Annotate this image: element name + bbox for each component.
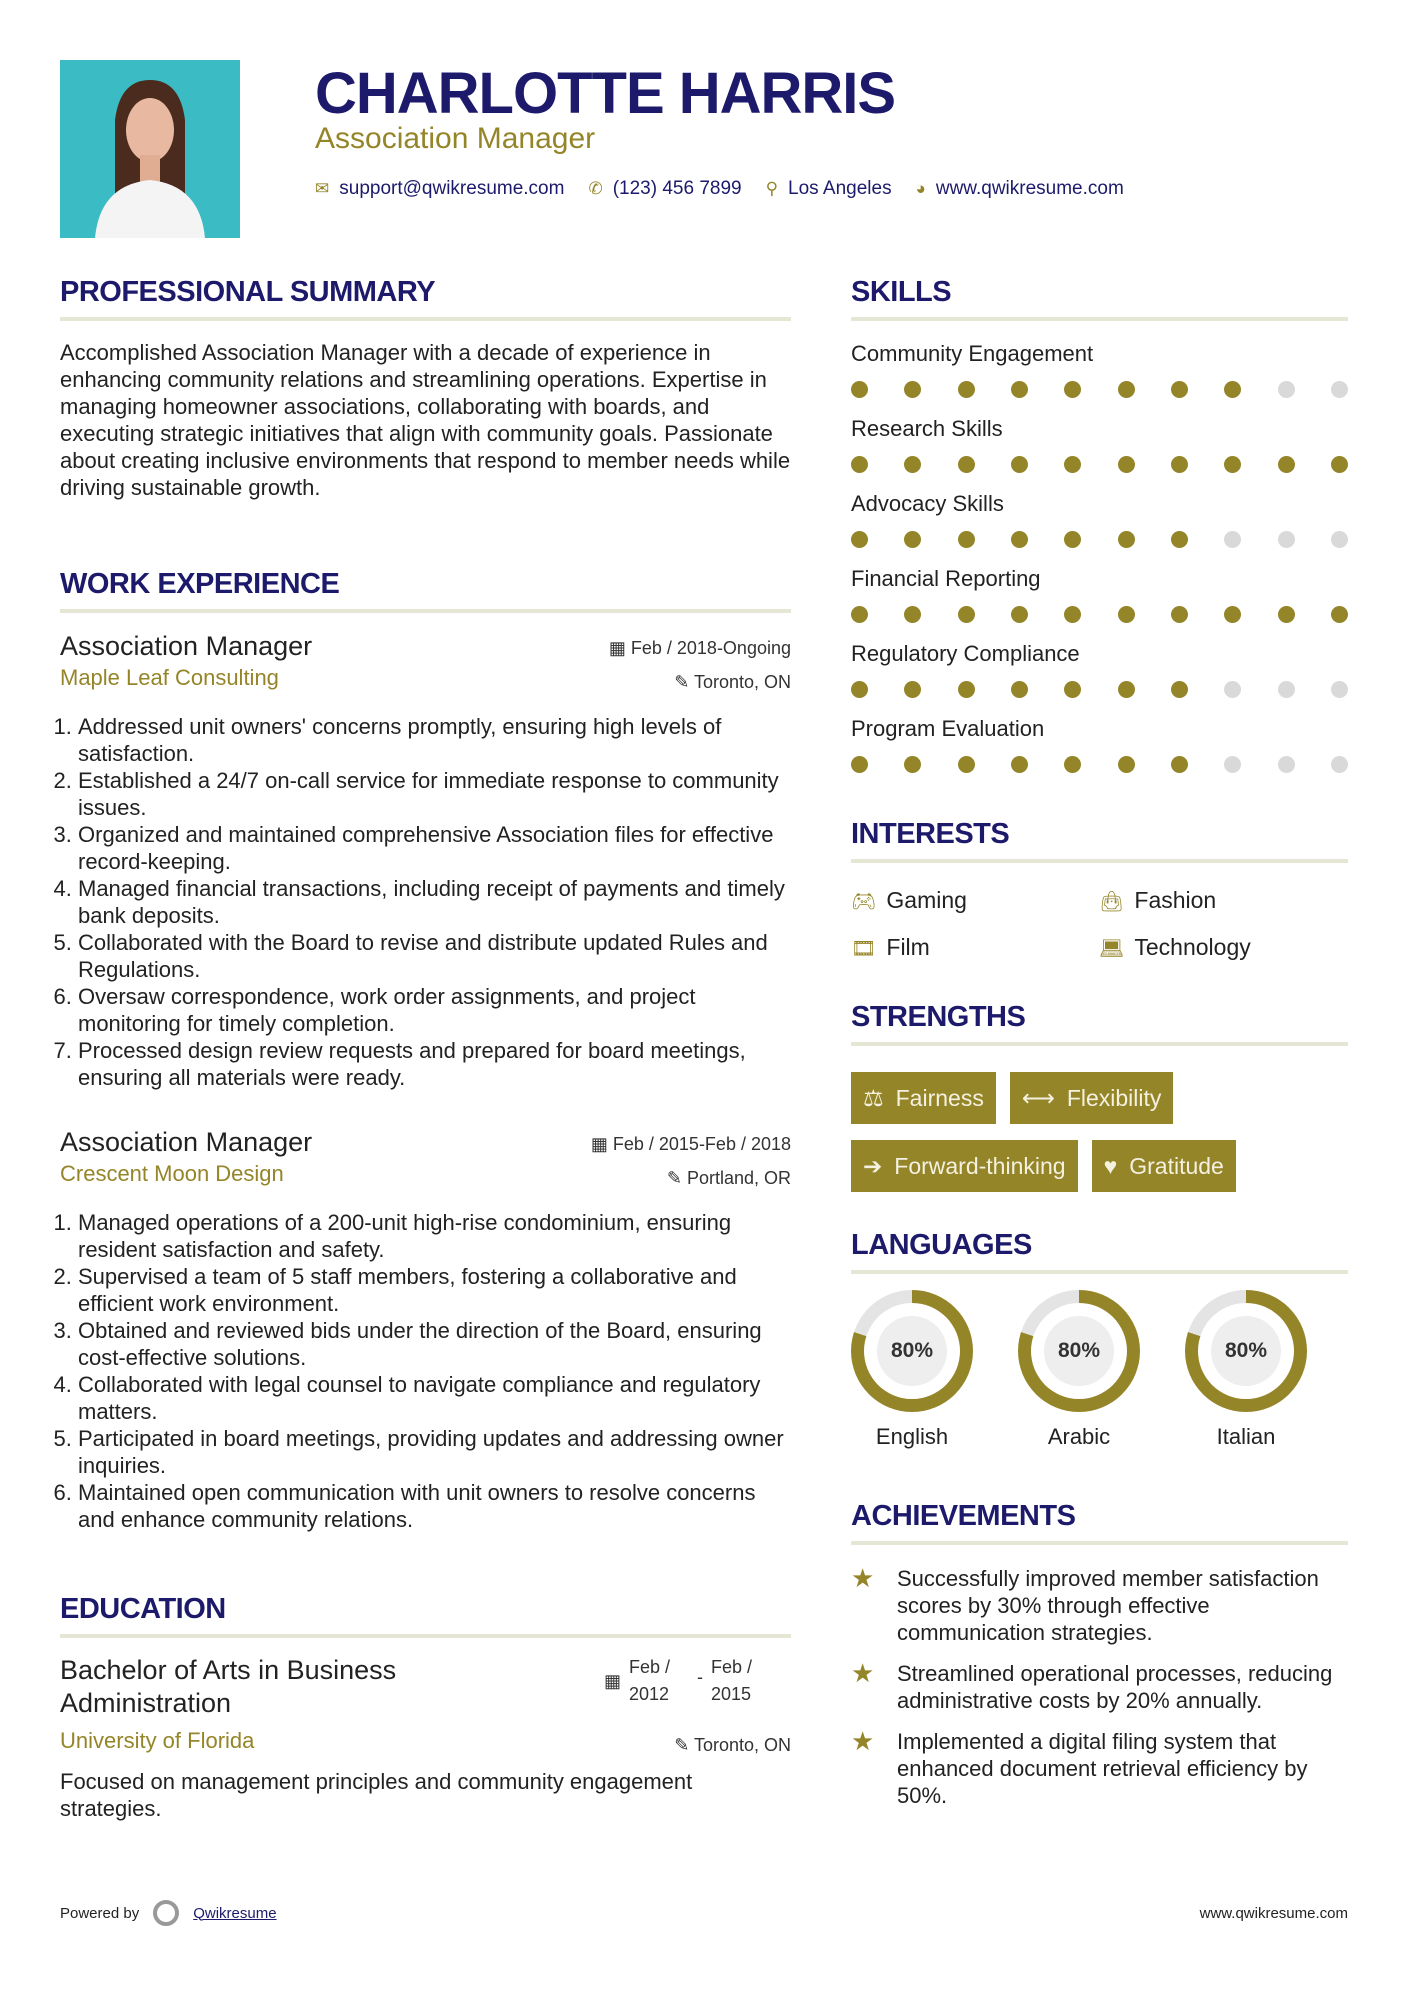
date-separator: - <box>697 1667 703 1687</box>
skill-dot <box>1171 456 1188 473</box>
skill-dot <box>1171 531 1188 548</box>
skill-dot <box>1011 456 1028 473</box>
heart-icon: ♥ <box>1103 1152 1118 1179</box>
skill-dot <box>1064 606 1081 623</box>
skill-dot <box>1331 531 1348 548</box>
job-title: Association Manager <box>60 631 313 661</box>
globe-icon: ◕ <box>915 179 926 198</box>
strength-tag <box>1092 1140 1236 1192</box>
powered-by-label: Powered by <box>60 1904 140 1922</box>
footer-website[interactable]: www.qwikresume.com <box>1199 1905 1348 1922</box>
skill-dot <box>1224 531 1241 548</box>
phone-icon: ✆ <box>588 179 603 198</box>
brand-link[interactable]: Qwikresume <box>193 1904 277 1922</box>
strength-label: Flexibility <box>1066 1084 1162 1111</box>
job-bullet: 4. Collaborated with legal counsel to navigate compliance and regulatory matters. <box>78 1371 791 1425</box>
skill-dot <box>851 531 868 548</box>
language-name: Arabic <box>1047 1424 1111 1449</box>
contact-info <box>315 178 1124 200</box>
candidate-title: Association Manager <box>315 122 596 155</box>
languages-section <box>851 1229 1348 1450</box>
skill-dot <box>958 756 975 773</box>
strength-label: Gratitude <box>1129 1152 1224 1179</box>
job-bullet: 2. Supervised a team of 5 staff members, fostering a collaborative and efficient work environment. <box>78 1263 791 1317</box>
skill-dot <box>1064 531 1081 548</box>
skill-rating <box>851 531 1348 548</box>
skill-item <box>851 491 1348 566</box>
job-bullets <box>60 1209 791 1533</box>
skill-dot <box>1064 456 1081 473</box>
laptop-icon: 💻︎ <box>1099 938 1125 960</box>
interest-item <box>851 887 1099 914</box>
skill-item <box>851 641 1348 716</box>
job-bullet: 4. Managed financial transactions, including receipt of payments and timely bank deposits. <box>78 875 791 929</box>
language-proficiency-ring <box>1185 1290 1307 1412</box>
footer-powered <box>60 1900 277 1926</box>
location-text: Los Angeles <box>788 178 892 199</box>
skill-dot <box>1224 606 1241 623</box>
skill-dot <box>1171 381 1188 398</box>
skill-name: Regulatory Compliance <box>851 641 1080 666</box>
skill-dot <box>1118 531 1135 548</box>
envelope-icon: ✉ <box>315 179 330 198</box>
skill-dot <box>904 456 921 473</box>
skill-dot <box>1064 681 1081 698</box>
company-name: Maple Leaf Consulting <box>60 665 279 690</box>
skill-dot <box>904 681 921 698</box>
language-name: Italian <box>1216 1424 1276 1449</box>
map-marker-icon: ⚲ <box>765 179 779 198</box>
skill-dot <box>1118 756 1135 773</box>
skill-item <box>851 416 1348 491</box>
skill-dot <box>1331 756 1348 773</box>
edu-start: Feb / 2012 <box>629 1657 671 1704</box>
skill-name: Program Evaluation <box>851 716 1045 741</box>
skill-dot <box>958 381 975 398</box>
star-icon: ★ <box>851 1563 875 1593</box>
degree: Bachelor of Arts in Business Administration <box>60 1655 397 1718</box>
job-bullets <box>60 713 791 1091</box>
skill-item <box>851 716 1348 791</box>
strength-tag <box>851 1140 1078 1192</box>
strength-tag <box>1010 1072 1174 1124</box>
skill-dot <box>1011 756 1028 773</box>
skill-dot <box>851 456 868 473</box>
skill-dot <box>1118 456 1135 473</box>
section-heading: PROFESSIONAL SUMMARY <box>60 276 791 321</box>
section-heading: INTERESTS <box>851 818 1348 863</box>
skill-item <box>851 566 1348 641</box>
achievement-text: Implemented a digital filing system that enhanced document retrieval efficiency by 50%. <box>897 1729 1308 1808</box>
achievements-section <box>851 1500 1348 1823</box>
skill-name: Community Engagement <box>851 341 1094 366</box>
skill-dot <box>1224 381 1241 398</box>
pin-icon: ✎ <box>674 672 694 692</box>
section-heading: SKILLS <box>851 276 1348 321</box>
profile-photo <box>60 60 240 238</box>
skill-dot <box>904 531 921 548</box>
skill-dot <box>1331 681 1348 698</box>
language-item <box>1018 1290 1140 1450</box>
edu-end: Feb / 2015 <box>711 1657 753 1704</box>
skill-dot <box>1118 606 1135 623</box>
section-heading: STRENGTHS <box>851 1001 1348 1046</box>
language-name: English <box>875 1424 949 1449</box>
achievement-item <box>851 1660 1348 1714</box>
skill-dot <box>1171 756 1188 773</box>
phone-text: (123) 456 7899 <box>612 178 742 199</box>
section-heading: WORK EXPERIENCE <box>60 568 791 613</box>
skill-dot <box>1224 681 1241 698</box>
film-icon: 🎞︎ <box>851 938 877 960</box>
skill-dot <box>1331 381 1348 398</box>
skill-dot <box>851 681 868 698</box>
star-icon: ★ <box>851 1726 875 1756</box>
skill-dot <box>904 381 921 398</box>
balance-scale-icon: ⚖ <box>863 1084 884 1111</box>
star-icon: ★ <box>851 1658 875 1688</box>
job-bullet: 3. Obtained and reviewed bids under the direction of the Board, ensuring cost-effective solutions. <box>78 1317 791 1371</box>
section-heading: ACHIEVEMENTS <box>851 1500 1348 1545</box>
skill-dot <box>1278 756 1295 773</box>
skill-name: Research Skills <box>851 416 1003 441</box>
interests-section <box>851 818 1348 961</box>
calendar-icon: ▦ <box>608 638 631 658</box>
strength-tag <box>851 1072 996 1124</box>
calendar-icon: ▦ <box>590 1134 613 1154</box>
achievement-item <box>851 1565 1348 1646</box>
skill-dot <box>958 606 975 623</box>
job-bullet: 5. Participated in board meetings, providing updates and addressing owner inquiries. <box>78 1425 791 1479</box>
skill-rating <box>851 681 1348 698</box>
gamepad-icon: 🎮︎ <box>851 891 877 913</box>
job-entry <box>60 631 791 1091</box>
summary-section <box>60 276 791 501</box>
skill-rating <box>851 756 1348 773</box>
job-location: Portland, OR <box>686 1168 791 1188</box>
skill-dot <box>1278 681 1295 698</box>
language-proficiency-ring <box>851 1290 973 1412</box>
section-heading: EDUCATION <box>60 1593 791 1638</box>
skill-dot <box>1278 531 1295 548</box>
arrow-right-icon: ➔ <box>863 1152 883 1179</box>
skill-dot <box>1331 456 1348 473</box>
pin-icon: ✎ <box>674 1735 694 1755</box>
job-entry <box>60 1127 791 1533</box>
website-link[interactable]: www.qwikresume.com <box>935 178 1124 199</box>
summary-text: Accomplished Association Manager with a decade of experience in enhancing community relations and streamlining operations. Expertise in managing homeowner associations, collaborating with boards, and executing strategic initiatives that align with community goals. Passionate about creating inclusive environments that respond to member needs while driving sustainable growth. <box>60 340 791 500</box>
strength-label: Fairness <box>895 1084 984 1111</box>
skill-dot <box>1278 456 1295 473</box>
skill-dot <box>851 381 868 398</box>
email-link[interactable]: support@qwikresume.com <box>339 178 565 199</box>
job-location: Toronto, ON <box>693 672 791 692</box>
skill-dot <box>1118 681 1135 698</box>
skill-dot <box>851 606 868 623</box>
language-item <box>1185 1290 1307 1450</box>
skill-dot <box>1224 756 1241 773</box>
skills-section <box>851 276 1348 791</box>
interest-item <box>851 934 1099 961</box>
interest-label: Fashion <box>1134 887 1217 913</box>
skill-dot <box>958 681 975 698</box>
edu-location: Toronto, ON <box>693 1735 791 1755</box>
language-percent: 80% <box>877 1316 947 1386</box>
company-name: Crescent Moon Design <box>60 1161 284 1186</box>
job-date: Feb / 2018-Ongoing <box>630 638 791 658</box>
interest-item <box>1099 887 1347 914</box>
interest-label: Gaming <box>886 887 967 913</box>
skill-dot <box>1064 381 1081 398</box>
skill-dot <box>1011 381 1028 398</box>
shopping-bag-icon: 👜︎ <box>1099 891 1125 913</box>
skill-dot <box>904 606 921 623</box>
strength-label: Forward-thinking <box>894 1152 1066 1179</box>
work-section <box>60 568 791 1533</box>
education-section <box>60 1593 791 1822</box>
interest-item <box>1099 934 1347 961</box>
section-heading: LANGUAGES <box>851 1229 1348 1274</box>
skill-dot <box>904 756 921 773</box>
candidate-name: CHARLOTTE HARRIS <box>315 61 896 126</box>
school-name: University of Florida <box>60 1728 255 1753</box>
job-bullet: 7. Processed design review requests and prepared for board meetings, ensuring all materials were ready. <box>78 1037 791 1091</box>
strengths-section <box>851 1001 1348 1192</box>
skill-dot <box>1171 606 1188 623</box>
skill-dot <box>1011 606 1028 623</box>
job-date: Feb / 2015-Feb / 2018 <box>612 1134 791 1154</box>
skill-name: Financial Reporting <box>851 566 1041 591</box>
skill-dot <box>1224 456 1241 473</box>
language-percent: 80% <box>1044 1316 1114 1386</box>
job-bullet: 6. Maintained open communication with unit owners to resolve concerns and enhance community relations. <box>78 1479 791 1533</box>
achievement-item <box>851 1728 1348 1809</box>
skill-item <box>851 341 1348 416</box>
skill-dot <box>1011 681 1028 698</box>
skill-rating <box>851 381 1348 398</box>
skill-dot <box>958 456 975 473</box>
skill-dot <box>1064 756 1081 773</box>
arrows-h-icon: ⟷ <box>1021 1084 1055 1111</box>
language-proficiency-ring <box>1018 1290 1140 1412</box>
job-bullet: 1. Addressed unit owners' concerns promptly, ensuring high levels of satisfaction. <box>78 713 791 767</box>
achievement-text: Streamlined operational processes, reducing administrative costs by 20% annually. <box>897 1661 1333 1713</box>
achievement-text: Successfully improved member satisfaction scores by 30% through effective communication strategies. <box>897 1566 1319 1645</box>
job-title: Association Manager <box>60 1127 313 1157</box>
skill-dot <box>1278 381 1295 398</box>
interest-label: Technology <box>1134 934 1251 960</box>
skill-rating <box>851 456 1348 473</box>
skill-dot <box>1278 606 1295 623</box>
job-bullet: 1. Managed operations of a 200-unit high-rise condominium, ensuring resident satisfaction and safety. <box>78 1209 791 1263</box>
job-bullet: 3. Organized and maintained comprehensive Association files for effective record-keeping. <box>78 821 791 875</box>
skill-dot <box>1011 531 1028 548</box>
job-bullet: 2. Established a 24/7 on-call service for immediate response to community issues. <box>78 767 791 821</box>
skill-dot <box>851 756 868 773</box>
skill-rating <box>851 606 1348 623</box>
qwikresume-logo-icon <box>153 1900 179 1926</box>
pin-icon: ✎ <box>666 1168 687 1188</box>
calendar-icon: ▦ <box>603 1671 621 1691</box>
skill-dot <box>1171 681 1188 698</box>
skill-dot <box>1331 606 1348 623</box>
skill-dot <box>958 531 975 548</box>
language-item <box>851 1290 973 1450</box>
skill-dot <box>1118 381 1135 398</box>
language-percent: 80% <box>1211 1316 1281 1386</box>
skill-name: Advocacy Skills <box>851 491 1004 516</box>
job-bullet: 6. Oversaw correspondence, work order assignments, and project monitoring for timely completion. <box>78 983 791 1037</box>
job-bullet: 5. Collaborated with the Board to revise and distribute updated Rules and Regulations. <box>78 929 791 983</box>
edu-description: Focused on management principles and community engagement strategies. <box>60 1769 693 1821</box>
interest-label: Film <box>886 934 930 960</box>
